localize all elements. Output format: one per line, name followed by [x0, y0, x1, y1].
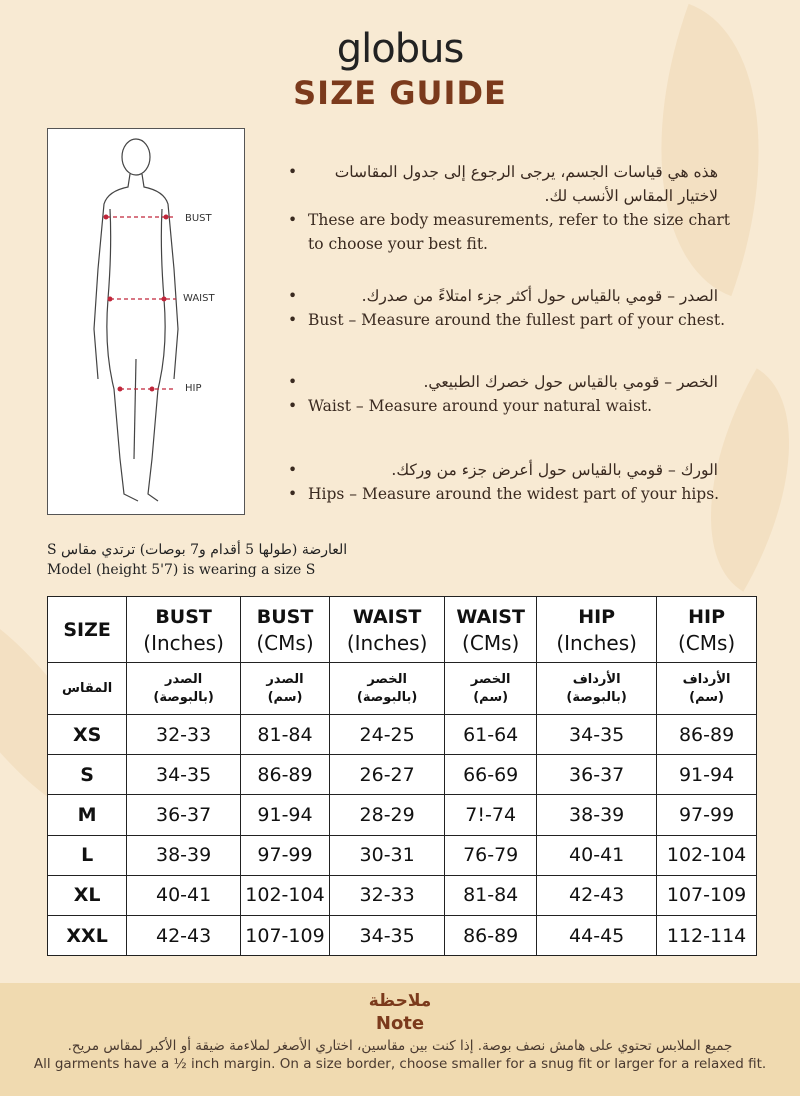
table-row	[48, 915, 757, 955]
body-silhouette-icon	[48, 129, 246, 516]
bullet-en: • Bust – Measure around the fullest part of your chest.	[288, 308, 748, 332]
measurement-cell: 7!-74	[445, 795, 537, 835]
column-header	[127, 597, 241, 663]
measurement-cell: 112-114	[657, 915, 757, 955]
measurement-cell: 28-29	[330, 795, 445, 835]
table-row	[48, 875, 757, 915]
size-cell: XS	[48, 715, 127, 755]
column-header-unit: (CMs)	[462, 630, 520, 655]
note-text-ar: جميع الملابس تحتوي على هامش نصف بوصة. إذا كنت بين مقاسين، اختاري الأصغر لملاءمة ضيقة أو الأكبر لمقاس مريح.	[67, 1038, 733, 1054]
column-header-unit: (CMs)	[256, 630, 314, 655]
measurement-cell: 30-31	[330, 835, 445, 875]
measurement-cell: 102-104	[657, 835, 757, 875]
column-header-ar: الأرداف (بالبوصة)	[537, 663, 657, 715]
hip-label: HIP	[185, 383, 202, 394]
bullet-ar: • هذه هي قياسات الجسم، يرجى الرجوع إلى جدول المقاسات لاختيار المقاس الأنسب لك.	[288, 160, 718, 208]
column-header-unit: (CMs)	[677, 630, 736, 655]
measurement-cell: 40-41	[127, 875, 241, 915]
measurement-cell: 32-33	[127, 715, 241, 755]
measurement-cell: 34-35	[537, 715, 657, 755]
column-header-ar: الأرداف (سم)	[657, 663, 757, 715]
column-header	[48, 597, 127, 663]
column-header-unit: (Inches)	[556, 630, 637, 655]
measurement-cell: 97-99	[240, 835, 329, 875]
measurement-cell: 107-109	[657, 875, 757, 915]
brand-logo: globus	[336, 26, 464, 72]
note-section	[0, 983, 800, 1096]
column-header-line: HIP	[688, 605, 726, 628]
measurement-cell: 34-35	[127, 755, 241, 795]
bullet-ar: • الصدر – قومي بالقياس حول أكثر جزء امتلاءً من صدرك.	[288, 284, 718, 308]
measurement-cell: 24-25	[330, 715, 445, 755]
body-measurement-figure	[47, 128, 245, 515]
waist-label: WAIST	[183, 293, 215, 304]
measurement-instructions	[288, 160, 748, 530]
bullet-en: • These are body measurements, refer to the size chart to choose your best fit.	[288, 208, 748, 256]
column-header-line: HIP	[578, 605, 616, 628]
column-header-unit: (Inches)	[346, 630, 428, 655]
column-header-line: BUST	[155, 605, 212, 628]
column-header	[445, 597, 537, 663]
measurement-cell: 66-69	[445, 755, 537, 795]
column-header-ar: الصدر (بالبوصة)	[127, 663, 241, 715]
header-row	[48, 597, 757, 663]
measurement-cell: 81-84	[445, 875, 537, 915]
model-info-en: Model (height 5'7) is wearing a size S	[47, 562, 316, 578]
bullet-ar: • الخصر – قومي بالقياس حول خصرك الطبيعي.	[288, 370, 718, 394]
column-header-ar: الخصر (بالبوصة)	[330, 663, 445, 715]
measurement-cell: 42-43	[537, 875, 657, 915]
column-header-ar: المقاس	[48, 663, 127, 715]
size-cell: XXL	[48, 915, 127, 955]
measurement-cell: 107-109	[240, 915, 329, 955]
bullet-ar: • الورك – قومي بالقياس حول أعرض جزء من وركك.	[288, 458, 718, 482]
size-cell: XL	[48, 875, 127, 915]
page-title: SIZE GUIDE	[293, 74, 507, 112]
note-title-ar: ملاحظة	[368, 991, 432, 1011]
model-info-ar: العارضة (طولها 5 أقدام و7 بوصات) ترتدي مقاس S	[47, 542, 348, 558]
header-row-arabic	[48, 663, 757, 715]
measurement-cell: 76-79	[445, 835, 537, 875]
column-header	[330, 597, 445, 663]
column-header	[657, 597, 757, 663]
measurement-cell: 42-43	[127, 915, 241, 955]
measurement-cell: 36-37	[127, 795, 241, 835]
measurement-cell: 97-99	[657, 795, 757, 835]
size-table	[47, 596, 757, 956]
note-text: All garments have a ½ inch margin. On a size border, choose smaller for a snug fit or larger for a relaxed fit.	[33, 1056, 767, 1072]
column-header-ar: الخصر (سم)	[445, 663, 537, 715]
measurement-cell: 44-45	[537, 915, 657, 955]
column-header-line: WAIST	[456, 605, 525, 628]
measurement-cell: 86-89	[445, 915, 537, 955]
column-header-unit: (Inches)	[143, 630, 224, 655]
column-header	[240, 597, 329, 663]
model-info	[47, 540, 347, 580]
size-cell: S	[48, 755, 127, 795]
column-header-line: BUST	[256, 605, 314, 628]
measurement-cell: 91-94	[657, 755, 757, 795]
measurement-cell: 38-39	[127, 835, 241, 875]
measurement-cell: 36-37	[537, 755, 657, 795]
column-header-line: SIZE	[63, 618, 111, 641]
measurement-cell: 40-41	[537, 835, 657, 875]
size-cell: L	[48, 835, 127, 875]
measurement-cell: 34-35	[330, 915, 445, 955]
measurement-cell: 91-94	[240, 795, 329, 835]
measurement-cell: 81-84	[240, 715, 329, 755]
measurement-cell: 32-33	[330, 875, 445, 915]
table-row	[48, 795, 757, 835]
column-header-line: WAIST	[352, 605, 422, 628]
measurement-cell: 38-39	[537, 795, 657, 835]
table-row	[48, 835, 757, 875]
column-header	[537, 597, 657, 663]
measurement-cell: 86-89	[240, 755, 329, 795]
note-title: Note	[375, 1013, 425, 1034]
measurement-cell: 61-64	[445, 715, 537, 755]
bust-label: BUST	[185, 213, 212, 224]
table-row	[48, 755, 757, 795]
measurement-cell: 26-27	[330, 755, 445, 795]
measurement-cell: 86-89	[657, 715, 757, 755]
bullet-en: • Waist – Measure around your natural waist.	[288, 394, 748, 418]
bullet-en: • Hips – Measure around the widest part of your hips.	[288, 482, 748, 506]
table-row	[48, 715, 757, 755]
column-header-ar: الصدر (سم)	[240, 663, 329, 715]
measurement-cell: 102-104	[240, 875, 329, 915]
size-cell: M	[48, 795, 127, 835]
